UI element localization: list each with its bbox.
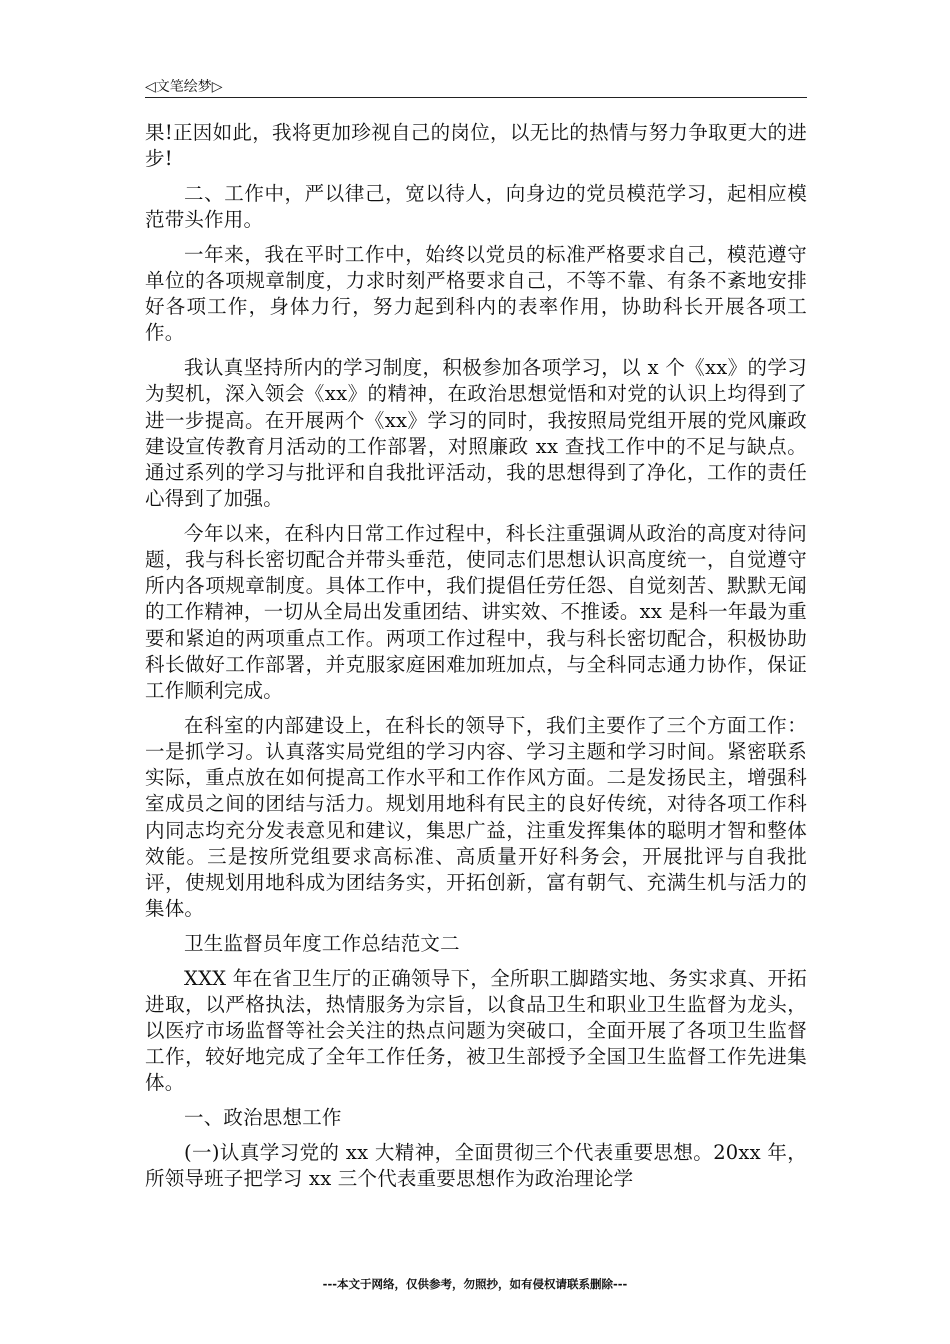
paragraph: 果!正因如此，我将更加珍视自己的岗位，以无比的热情与努力争取更大的进步! (145, 121, 807, 171)
paragraph: 在科室的内部建设上，在科长的领导下，我们主要作了三个方面工作：一是抓学习。认真落实局党组的学习内容、学习主题和学习时间。紧密联系实际，重点放在如何提高工作水平和工作作风方面。二是发扬民主，增强科室成员之间的团结与活力。规划用地科有民主的良好传统，对待各项工作科内同志均充分发表意见和建议，集思广益，注重发挥集体的聪明才智和整体效能。三是按所党组要求高标准、高质量开好科务会，开展批评与自我批评，使规划用地科成为团结务实，开拓创新，富有朝气、充满生机与活力的集体。 (145, 713, 807, 921)
paragraph: 一年来，我在平时工作中，始终以党员的标准严格要求自己，模范遵守单位的各项规章制度，力求时刻严格要求自己，不等不靠、有条不紊地安排好各项工作，身体力行，努力起到科内的表率作用，协助科长开展各项工作。 (145, 242, 807, 345)
paragraph: 我认真坚持所内的学习制度，积极参加各项学习，以 x 个《xx》的学习为契机，深入领会《xx》的精神，在政治思想觉悟和对党的认识上均得到了进一步提高。在开展两个《xx》学习的同时，我按照局党组开展的党风廉政建设宣传教育月活动的工作部署，对照廉政 xx 查找工作中的不足与缺点。通过系列的学习与批评和自我批评活动，我的思想得到了净化，工作的责任心得到了加强。 (145, 356, 807, 511)
section-title: 卫生监督员年度工作总结范文二 (184, 931, 460, 955)
footer-disclaimer: ---本文于网络，仅供参考，勿照抄，如有侵权请联系删除--- (322, 1277, 628, 1291)
paragraph: 二、工作中，严以律己，宽以待人，向身边的党员模范学习，起相应模范带头作用。 (145, 181, 807, 232)
paragraph: 今年以来，在科内日常工作过程中，科长注重强调从政治的高度对待问题，我与科长密切配合并带头垂范，使同志们思想认识高度统一，自觉遵守所内各项规章制度。具体工作中，我们提倡任劳任怨、自觉刻苦、默默无闻的工作精神，一切从全局出发重团结、讲实效、不推诿。xx 是科一年最为重要和紧迫的两项重点工作。两项工作过程中，我与科长密切配合，积极协助科长做好工作部署，并克服家庭困难加班加点，与全科同志通力协作，保证工作顺利完成。 (145, 521, 807, 703)
paragraph: XXX 年在省卫生厅的正确领导下，全所职工脚踏实地、务实求真、开拓进取，以严格执法，热情服务为宗旨，以食品卫生和职业卫生监督为龙头，以医疗市场监督等社会关注的热点问题为突破口，全面开展了各项卫生监督工作，较好地完成了全年工作任务，被卫生部授予全国卫生监督工作先进集体。 (145, 966, 807, 1095)
paragraph: (一)认真学习党的 xx 大精神，全面贯彻三个代表重要思想。20xx 年，所领导班子把学习 xx 三个代表重要思想作为政治理论学 (145, 1140, 807, 1191)
document-body (145, 120, 807, 1201)
page-header (145, 74, 807, 98)
section-heading: 一、政治思想工作 (184, 1106, 342, 1130)
header-label: ◁文笔绘梦▷ (145, 79, 223, 95)
